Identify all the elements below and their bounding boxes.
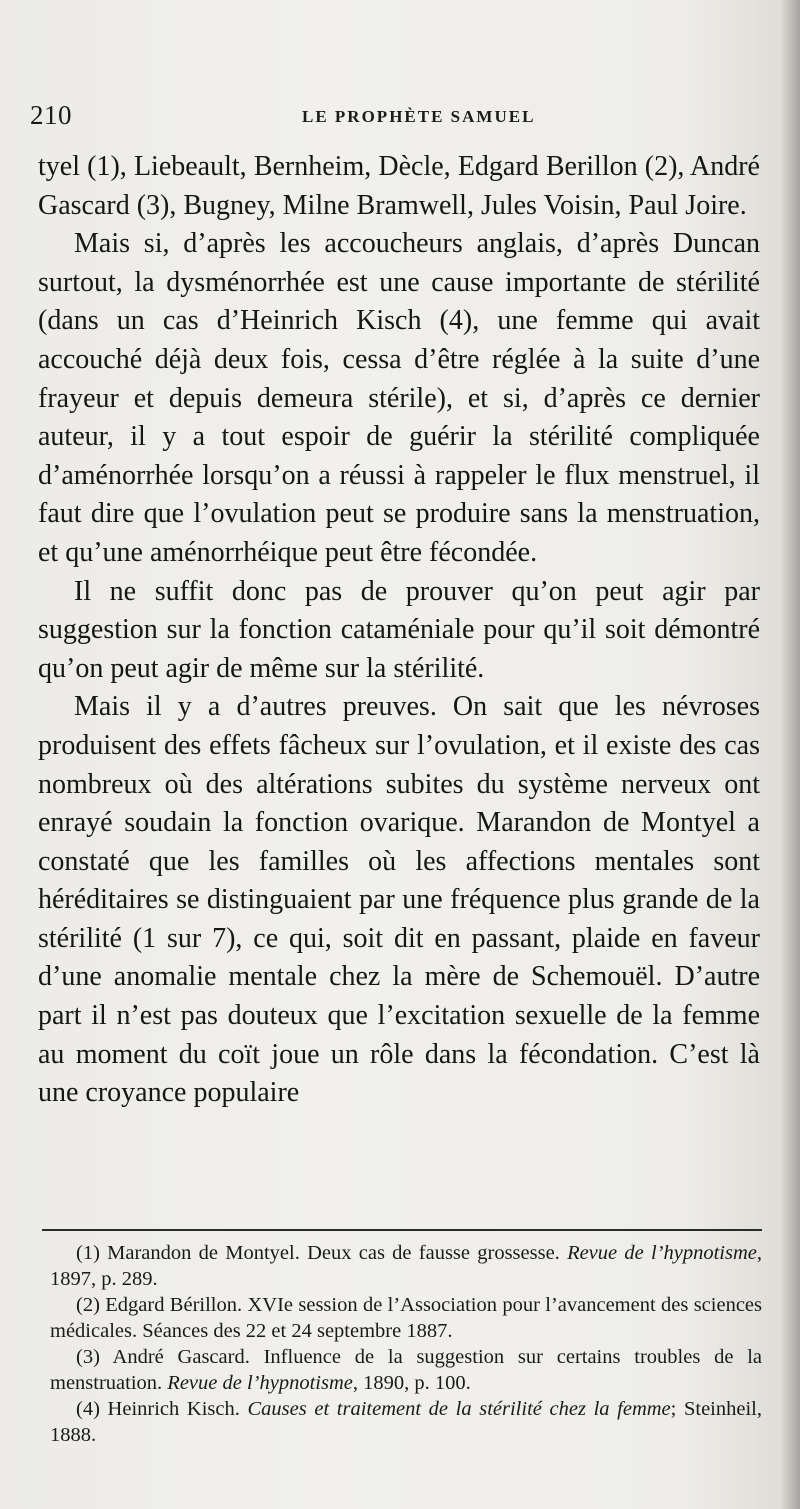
footnote-2-text: (2) Edgard Bérillon. XVIe session de l’Association pour l’avancement des sciences médicales. Séances des 22 et 24 septembre 1887. [50,1294,762,1342]
footnote-4 [50,1396,762,1448]
footnote-3-journal: Revue de l’hypnotisme [167,1372,353,1394]
page-edge-shadow [780,0,800,1509]
footnote-3-text: (3) André Gascard. Influence de la suggestion sur certains troubles de la menstruation. [50,1346,762,1394]
footnote-1-journal: Revue de l’hypnotisme [567,1242,757,1264]
footnote-2 [50,1292,762,1344]
footnote-rule [42,1229,762,1231]
footnote-1-tail: , 1897, p. 289. [50,1242,762,1290]
footnote-1 [50,1240,762,1292]
footnote-4-text: (4) Heinrich Kisch. [76,1398,248,1420]
footnote-4-tail: ; Steinheil, 1888. [50,1398,762,1446]
footnotes [50,1240,762,1448]
paragraph-3: Il ne suffit donc pas de prouver qu’on peut agir par suggestion sur la fonction cataméniale pour qu’il soit démontré qu’on peut agir de même sur la stérilité. [38,575,760,684]
page-header [30,100,760,140]
body-text [38,148,760,1113]
paragraph-1: tyel (1), Liebeault, Bernheim, Dècle, Edgard Berillon (2), André Gascard (3), Bugney, Milne Bramwell, Jules Voisin, Paul Joire. [38,151,760,221]
running-title: LE PROPHÈTE SAMUEL [302,107,536,126]
footnote-3-tail: , 1890, p. 100. [352,1372,471,1394]
paragraph-4: Mais il y a d’autres preuves. On sait que les névroses produisent des effets fâcheux sur l’ovulation, et il existe des cas nombreux où des altérations subites du système nerveux ont enrayé soudain la fonction ovarique. Marandon de Montyel a constaté que les familles où les affections mentales sont héréditaires se distinguaient par une fréquence plus grande de la stérilité (1 sur 7), ce qui, soit dit en passant, plaide en faveur d’une anomalie mentale chez la mère de Schemouël. D’autre part il n’est pas douteux que l’excitation sexuelle de la femme au moment du coït joue un rôle dans la fécondation. C’est là une croyance populaire [38,691,760,1109]
footnote-3 [50,1344,762,1396]
page-number: 210 [30,100,72,130]
footnote-1-text: (1) Marandon de Montyel. Deux cas de fausse grossesse. [76,1242,568,1264]
paragraph-2: Mais si, d’après les accoucheurs anglais, d’après Duncan surtout, la dysménorrhée est une cause importante de stérilité (dans un cas d’Heinrich Kisch (4), une femme qui avait accouché déjà deux fois, cessa d’être réglée à la suite d’une frayeur et depuis demeura stérile), et si, d’après ce dernier auteur, il y a tout espoir de guérir la stérilité compliquée d’aménorrhée lorsqu’on a réussi à rappeler le flux menstruel, il faut dire que l’ovulation peut se produire sans la menstruation, et qu’une aménorrhéique peut être fécondée. [38,228,760,568]
footnote-4-title: Causes et traitement de la stérilité chez la femme [247,1398,671,1420]
